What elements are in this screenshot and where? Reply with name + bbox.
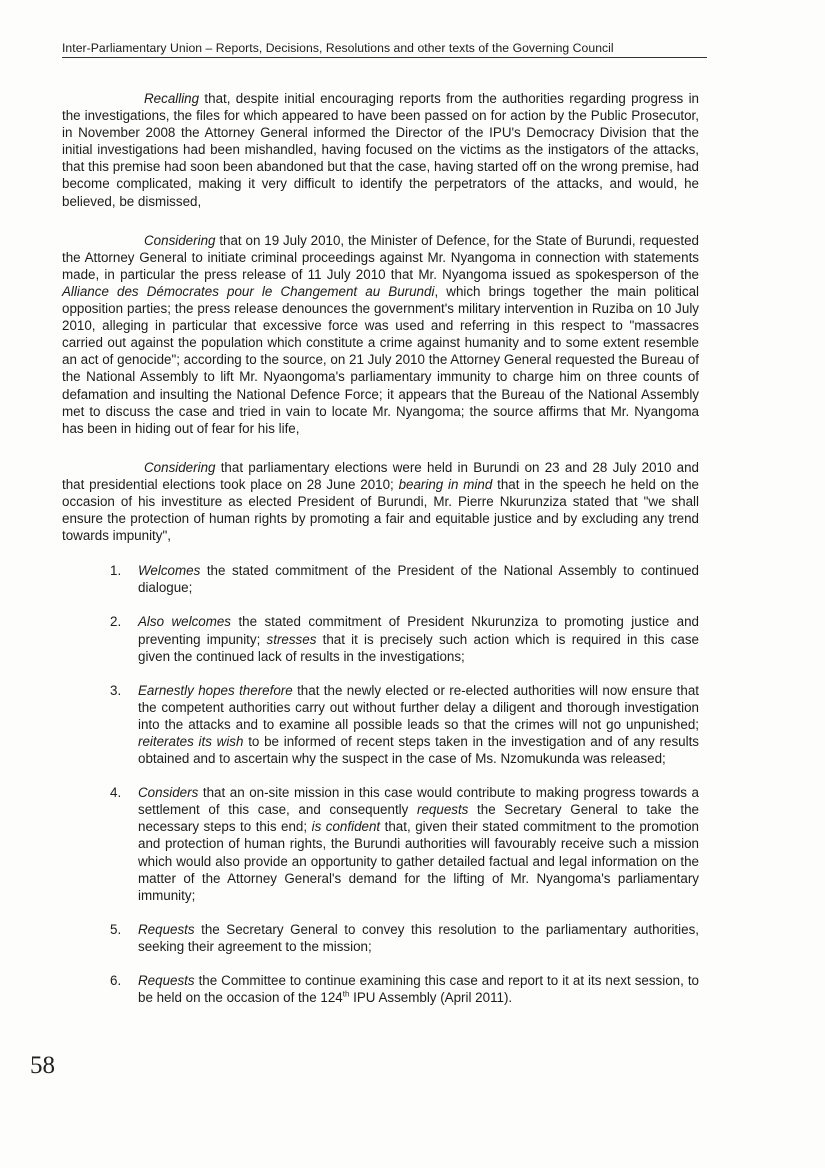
paragraph-italic: bearing in mind (398, 476, 493, 492)
running-header: Inter-Parliamentary Union – Reports, Decisions, Resolutions and other texts of the Governing Council (62, 41, 614, 55)
item-body: that an on-site mission in this case would contribute to making progress towards a settlement of this case, and consequently (138, 785, 699, 818)
item-text (138, 682, 699, 767)
item-number: 6. (110, 973, 122, 989)
item-lead: Requests (138, 921, 195, 937)
item-text (138, 562, 699, 596)
item-body: that the newly elected or re-elected authorities will now ensure that the competent authorities carry out without further delay a diligent and thorough investigation into the attacks and to examine all possible leads so that the crimes will not go unpunished; (138, 682, 699, 732)
item-text (138, 613, 699, 664)
paragraph-text: that on 19 July 2010, the Minister of Defence, for the State of Burundi, requested the Attorney General to initiate criminal proceedings against Mr. Nyangoma in connection with statements made, in particular the press release of 11 July 2010 that Mr. Nyangoma issued as spokesperson of the (62, 232, 699, 282)
item-text (138, 784, 699, 904)
item-text (138, 972, 699, 1006)
paragraph-text: that in the speech he held on the occasion of his investiture as elected President of Burundi, Mr. Pierre Nkurunziza stated that "we shall ensure the protection of human rights by promoting a fair and equitable justice and by excluding any trend towards impunity", (62, 476, 699, 544)
item-lead: Earnestly hopes therefore (138, 682, 293, 698)
item-number: 5. (110, 921, 122, 937)
item-body: the Secretary General to convey this resolution to the parliamentary authorities, seeking their agreement to the mission; (138, 921, 699, 954)
list-item (62, 921, 699, 955)
item-lead: Considers (138, 785, 199, 801)
document-body (62, 90, 699, 1023)
item-number: 2. (110, 614, 122, 630)
item-text (138, 921, 699, 955)
paragraph-text: , which brings together the main political opposition parties; the press release denounces the government's military intervention in Ruziba on 10 July 2010, alleging in particular that excessive force was used and referring in this respect to "massacres carried out against the population which constitute a crime against humanity and to some extent resemble an act of genocide"; according to the source, on 21 July 2010 the Attorney General requested the Bureau of the National Assembly to lift Mr. Nyaongoma's parliamentary immunity to charge him on three counts of defamation and insulting the National Defence Force; it appears that the Bureau of the National Assembly met to discuss the case and tried in vain to locate Mr. Nyangoma; the source affirms that Mr. Nyangoma has been in hiding out of fear for his life, (62, 283, 699, 436)
item-italic: requests (417, 802, 469, 818)
item-lead: Requests (138, 973, 195, 989)
item-italic: is confident (311, 819, 381, 835)
item-lead: Also welcomes (138, 614, 232, 630)
item-lead: Welcomes (138, 563, 201, 579)
paragraph-lead: Recalling (144, 91, 200, 106)
paragraph-text: that, despite initial encouraging reports from the authorities regarding progress in the investigations, the files for which appeared to have been passed on for action by the Public Prosecutor, in November 2008 the Attorney General informed the Director of the IPU's Democracy Division that the initial investigations had been mishandled, having focused on the victims as the instigators of the attacks, that this premise had soon been abandoned but that the case, having started off on the wrong premise, had become complicated, making it very difficult to identify the perpetrators of the attacks, and would, he believed, be dismissed, (62, 91, 699, 209)
paragraph-italic: Alliance des Démocrates pour le Changement au Burundi (62, 283, 435, 299)
item-body: the stated commitment of the President of the National Assembly to continued dialogue; (138, 563, 699, 596)
list-item (62, 562, 699, 596)
item-body: that, given their stated commitment to the promotion and protection of human rights, the Burundi authorities will favourably receive such a mission which would also provide an opportunity to gather detailed factual and legal information on the matter of the Attorney General's demand for the lifting of Mr. Nyangoma's parliamentary immunity; (138, 819, 699, 903)
list-item (62, 784, 699, 904)
paragraph-considering-minister (62, 232, 699, 437)
item-italic: reiterates its wish (138, 734, 244, 749)
list-item (62, 682, 699, 767)
item-italic: stresses (266, 631, 317, 647)
item-body: the stated commitment of President Nkurunziza to promoting justice and preventing impunity; (138, 614, 699, 647)
page-number: 58 (30, 1052, 55, 1079)
item-body: the Secretary General to take the necessary steps to this end; (138, 802, 699, 835)
header-rule (62, 57, 707, 58)
item-number: 4. (110, 785, 122, 801)
item-body: that it is precisely such action which is required in this case given the continued lack of results in the investigations; (138, 631, 699, 664)
paragraph-recalling (62, 90, 699, 210)
paragraph-lead: Considering (144, 459, 216, 475)
item-body: to be informed of recent steps taken in the investigation and of any results obtained and to ascertain why the suspect in the case of Ms. Nzomukunda was released; (138, 734, 699, 767)
item-body: IPU Assembly (April 2011). (349, 990, 513, 1006)
ordinal-superscript: th (342, 989, 350, 999)
item-number: 1. (110, 563, 122, 579)
paragraph-considering-elections (62, 459, 699, 544)
paragraph-text: that parliamentary elections were held in Burundi on 23 and 28 July 2010 and that presidential elections took place on 28 June 2010; (62, 459, 699, 492)
item-body: the Committee to continue examining this case and report to it at its next session, to be held on the occasion of the 124 (138, 973, 699, 1006)
paragraph-lead: Considering (144, 232, 216, 248)
list-item (62, 613, 699, 664)
list-item (62, 972, 699, 1006)
item-number: 3. (110, 682, 122, 698)
